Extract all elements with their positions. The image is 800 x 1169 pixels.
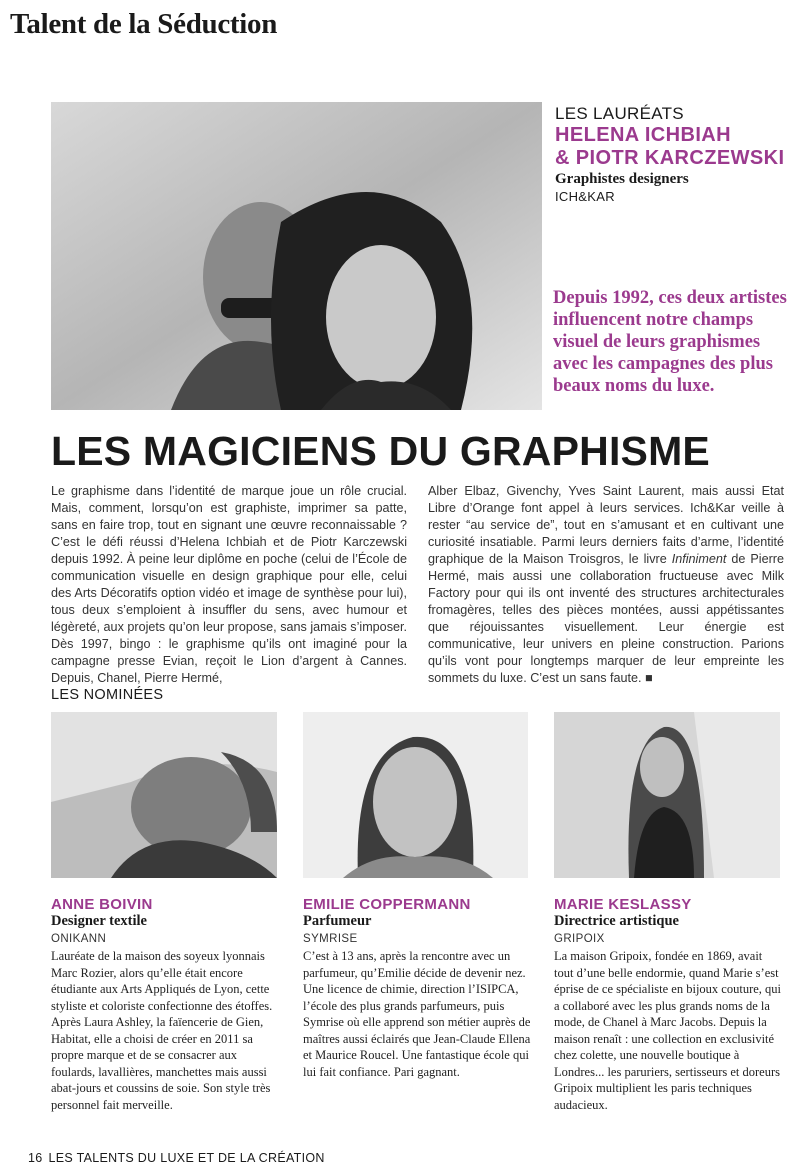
nominee-company: SYMRISE [303, 933, 358, 945]
article-column-2 [428, 483, 784, 687]
laureats-photo [51, 102, 542, 410]
page-number: 16 [28, 1151, 43, 1165]
laureats-photo-illustration [51, 102, 542, 410]
nominee-photo-anne-boivin [51, 712, 277, 878]
article-column-1: Le graphisme dans l’identité de marque joue un rôle crucial. Mais, comment, lorsqu’on est graphiste, imprimer sa patte, sans en faire trop, tout en signant une œuvre reconnaissable ? C’est le défi réussi d’Helena Ichbiah et de Piotr Karczewski depuis 1992. À peine leur diplôme en poche (celui de l’École de communication visuelle en design graphique pour elle, celui des Arts Décoratifs option vidéo et image de synthèse pour lui), tous deux s’emploient à insuffler du sens, avec humour et légèreté, aux projets qu’on leur propose, sans jamais s’imposer. Dès 1997, bingo : le graphisme qu’ils ont imaginé pour la campagne presse Evian, reçoit le Lion d’argent à Cannes. Depuis, Chanel, Pierre Hermé, [51, 484, 407, 685]
headline: LES MAGICIENS DU GRAPHISME [51, 428, 710, 474]
nominee-role: Designer textile [51, 913, 147, 929]
nominee-company: GRIPOIX [554, 933, 605, 945]
nominee-bio: Lauréate de la maison des soyeux lyonnais Marc Rozier, alors qu’elle était encore étudiante aux Arts Appliqués de Lyon, cette styliste et coloriste confectionne des étoffes. Après Laura Ashley, la faïencerie de Gien, Habitat, elle a choisi de créer en 2011 sa propre marque et de se consacrer aux foulards, lavallières, manchettes mais aussi abat-jours et coussins de soie. Son style très personnel fait merveille. [51, 949, 273, 1112]
nominee-name: MARIE KESLASSY [554, 896, 692, 913]
laureats-company: ICH&KAR [555, 189, 615, 204]
nominee-company: ONIKANN [51, 933, 107, 945]
nominee-photo-emilie-coppermann [303, 712, 528, 878]
nominee-bio: La maison Gripoix, fondée en 1869, avait tout d’une belle endormie, quand Marie s’est éprise de ce spécialiste en bijoux couture, qui a collaboré avec les plus grands noms de la mode, de Chanel à Marc Jacobs. Depuis la maison renaît : une collection en exclusivité chez colette, une nouvelle boutique à Londres... les paruriers, sertisseurs et doreurs Gripoix multiplient les paris techniques audacieux. [554, 949, 782, 1112]
laureats-name-line2: & PIOTR KARCZEWSKI [555, 147, 785, 169]
nominee-photo-marie-keslassy [554, 712, 780, 878]
laureats-label: LES LAURÉATS [555, 104, 684, 123]
nominee-photo-illustration [51, 712, 277, 878]
nominee-bio: C’est à 13 ans, après la rencontre avec un parfumeur, qu’Emilie décide de devenir nez. Une licence de chimie, direction l’ISIPCA, l’école des plus grands parfumeurs, puis Symrise où elle apprend son métier auprès de maîtres aussi éclairés que Jean-Claude Ellena et Maurice Roucel. Une fantastique école qui lui fait confiance. Pari gagnant. [303, 949, 531, 1079]
laureats-name-line1: HELENA ICHBIAH [555, 124, 731, 146]
laureats-role: Graphistes designers [555, 171, 689, 187]
nominee-role: Parfumeur [303, 913, 372, 929]
pull-quote: Depuis 1992, ces deux artistes influencent notre champs visuel de leurs graphismes avec les campagnes des plus beaux noms du luxe. [553, 288, 787, 396]
section-title: Talent de la Séduction [10, 8, 278, 40]
article-column-2-part-b: de Pierre Hermé, mais aussi une collaboration fructueuse avec Milk Factory pour qui ils ont inventé des structures architecturales fromagères, telles des pièces montées, aussi appétissantes que réjouissantes visuellement. Leur énergie est communicative, leur univers en pleine construction. Parions qu’ils vont pour longtemps marquer de leur empreinte les sommets du luxe. C’est un sans faute. ■ [428, 552, 784, 685]
footer [28, 1151, 325, 1165]
nominee-role: Directrice artistique [554, 913, 679, 929]
book-title: Infiniment [671, 552, 727, 566]
article-column-2-part-a: Alber Elbaz, Givenchy, Yves Saint Laurent, mais aussi Etat Libre d’Orange font appel à leurs services. Ich&Kar veille à rester “au service de”, tout en s’amusant et en cultivant une curiosité insatiable. Parmi leurs derniers faits d’arme, l’identité graphique de la Maison Troisgros, le livre [428, 484, 784, 566]
laureats-names [555, 124, 784, 170]
nominee-photo-illustration [554, 712, 780, 878]
nominees-label: LES NOMINÉES [51, 687, 164, 703]
nominee-photo-illustration [303, 712, 528, 878]
footer-title: LES TALENTS DU LUXE ET DE LA CRÉATION [48, 1151, 325, 1165]
nominee-name: ANNE BOIVIN [51, 896, 153, 913]
nominee-name: EMILIE COPPERMANN [303, 896, 471, 913]
